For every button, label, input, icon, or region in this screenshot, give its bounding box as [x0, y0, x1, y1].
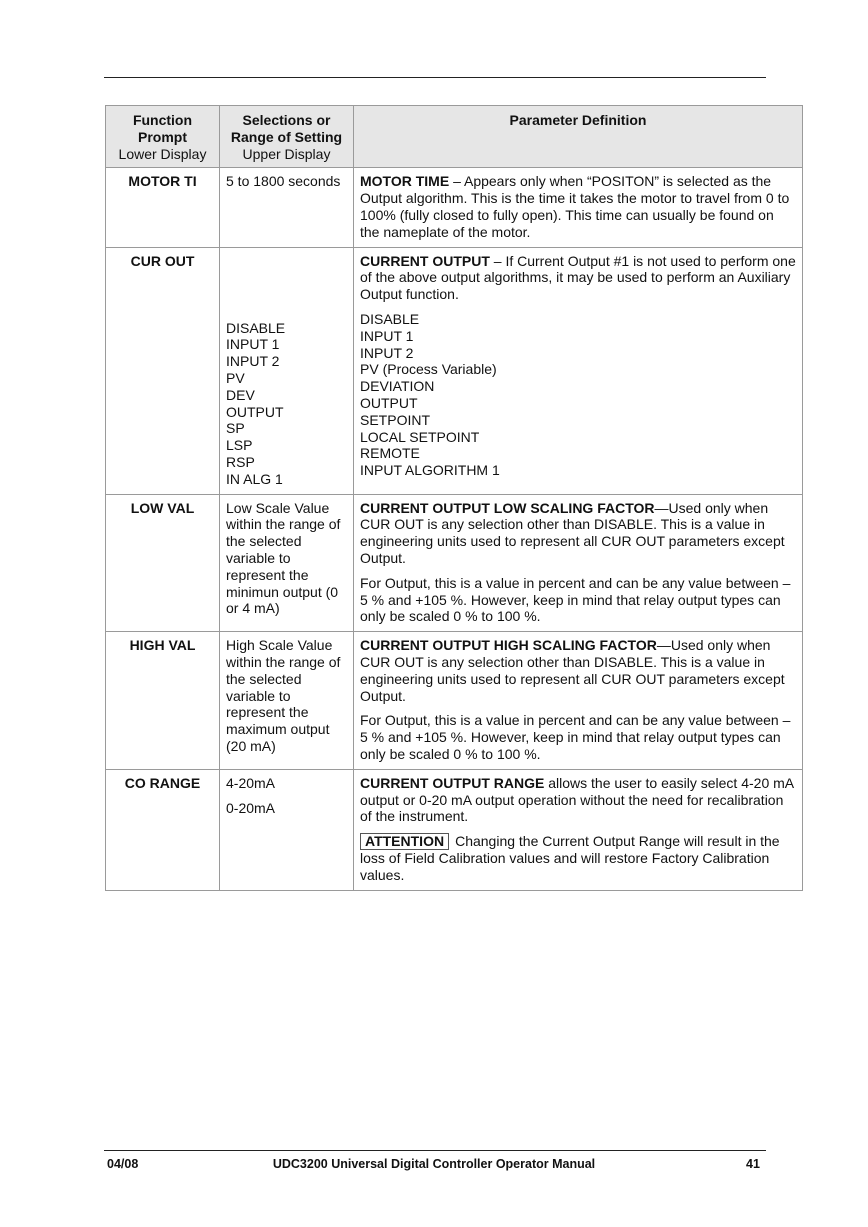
range-cell: 5 to 1800 seconds	[220, 168, 354, 247]
definition-paragraph	[360, 253, 796, 303]
definition-list-item: INPUT 1	[360, 327, 414, 344]
selection-item: IN ALG 1	[226, 470, 283, 487]
definition-text: – If Current Output #1 is not used to perform one of the above output algorithms, it may be used to perform an Auxiliary Output function.	[360, 252, 796, 303]
prompt-cell: MOTOR TI	[106, 168, 220, 247]
selection-item: LSP	[226, 437, 253, 454]
definition-paragraph	[360, 775, 796, 825]
header-function-prompt	[106, 106, 220, 168]
definition-cell	[354, 168, 803, 247]
header-parameter-definition	[354, 106, 803, 168]
table-row-cur-out	[106, 247, 803, 494]
header-col2-line2: Range of Setting	[230, 128, 343, 145]
definition-cell	[354, 494, 803, 632]
selection-item: 4-20mA	[226, 774, 276, 791]
table-row-high-val	[106, 632, 803, 770]
header-col2-line3: Upper Display	[242, 145, 331, 162]
selections-cell	[220, 769, 354, 890]
definition-list	[360, 311, 796, 479]
definition-list-item: DISABLE	[360, 310, 420, 327]
definition-list-item: PV (Process Variable)	[360, 361, 497, 378]
definition-list-item: REMOTE	[360, 445, 420, 462]
definition-list-item: INPUT ALGORITHM 1	[360, 462, 500, 479]
definition-list-item: DEVIATION	[360, 378, 435, 395]
spacer	[226, 253, 347, 320]
attention-paragraph	[360, 833, 796, 884]
definition-term: CURRENT OUTPUT RANGE	[360, 774, 545, 791]
footer-page-number: 41	[746, 1157, 760, 1171]
table-header-row	[106, 106, 803, 168]
selections-cell	[220, 247, 354, 494]
header-col3-label: Parameter Definition	[509, 112, 647, 128]
definition-text: —Used only when CUR OUT is any selection other than DISABLE. This is a value in engineering units used to represent all CUR OUT parameters except Output.	[360, 637, 785, 704]
table-row-low-val	[106, 494, 803, 632]
definition-list-item: SETPOINT	[360, 411, 431, 428]
definition-cell	[354, 632, 803, 770]
definition-paragraph: For Output, this is a value in percent and can be any value between –5 % and +105 %. However, keep in mind that relay output types can only be scaled 0 % to 100 %.	[360, 574, 791, 625]
parameter-table	[105, 105, 803, 891]
definition-term: MOTOR TIME	[360, 173, 450, 190]
definition-cell	[354, 247, 803, 494]
range-cell: Low Scale Value within the range of the selected variable to represent the minimun output (0 or 4 mA)	[220, 494, 354, 632]
definition-list-item: INPUT 2	[360, 344, 414, 361]
selection-item: RSP	[226, 453, 255, 470]
selection-item: PV	[226, 369, 245, 386]
attention-badge: ATTENTION	[360, 833, 449, 850]
prompt-cell: LOW VAL	[106, 494, 220, 632]
header-rule	[104, 77, 766, 78]
table-row-motor-ti	[106, 168, 803, 247]
definition-cell	[354, 769, 803, 890]
definition-text: —Used only when CUR OUT is any selection other than DISABLE. This is a value in engineering units used to represent all CUR OUT parameters except Output.	[360, 499, 785, 566]
prompt-cell: HIGH VAL	[106, 632, 220, 770]
definition-term: CURRENT OUTPUT HIGH SCALING FACTOR	[360, 637, 657, 654]
definition-list-item: OUTPUT	[360, 394, 418, 411]
footer-rule	[104, 1150, 766, 1151]
header-col2-line1: Selections or	[242, 112, 331, 128]
definition-text: allows the user to easily select 4-20 mA output or 0-20 mA output operation without the need for recalibration of the instrument.	[360, 774, 794, 825]
header-col1-line3: Lower Display	[118, 145, 207, 162]
footer-title: UDC3200 Universal Digital Controller Operator Manual	[272, 1157, 596, 1171]
header-selections	[220, 106, 354, 168]
prompt-cell: CUR OUT	[106, 247, 220, 494]
selection-item: DEV	[226, 386, 255, 403]
definition-paragraph: For Output, this is a value in percent and can be any value between –5 % and +105 %. However, keep in mind that relay output types can only be scaled 0 % to 100 %.	[360, 712, 791, 762]
header-col1-line1: Function	[132, 112, 193, 128]
selection-item: INPUT 2	[226, 353, 280, 370]
definition-paragraph	[360, 173, 796, 240]
selection-item: OUTPUT	[226, 403, 284, 420]
definition-term: CURRENT OUTPUT	[360, 252, 490, 269]
definition-paragraph	[360, 637, 796, 704]
selection-item: 0-20mA	[226, 799, 276, 816]
table-row-co-range	[106, 769, 803, 890]
attention-text: Changing the Current Output Range will result in the loss of Field Calibration values and will restore Factory Calibration values.	[360, 833, 780, 883]
definition-term: CURRENT OUTPUT LOW SCALING FACTOR	[360, 499, 655, 516]
definition-list-item: LOCAL SETPOINT	[360, 428, 480, 445]
selection-item: DISABLE	[226, 319, 286, 336]
definition-text: – Appears only when “POSITON” is selected as the Output algorithm. This is the time it takes the motor to travel from 0 to 100% (fully closed to fully open). This time can usually be found on the nameplate of the motor.	[360, 173, 790, 240]
selection-item: SP	[226, 420, 245, 437]
selection-item: INPUT 1	[226, 336, 280, 353]
header-col1-line2: Prompt	[138, 128, 187, 145]
range-cell: High Scale Value within the range of the selected variable to represent the maximum output (20 mA)	[220, 632, 354, 770]
definition-paragraph	[360, 500, 796, 567]
footer-date: 04/08	[107, 1157, 139, 1171]
prompt-cell: CO RANGE	[106, 769, 220, 890]
